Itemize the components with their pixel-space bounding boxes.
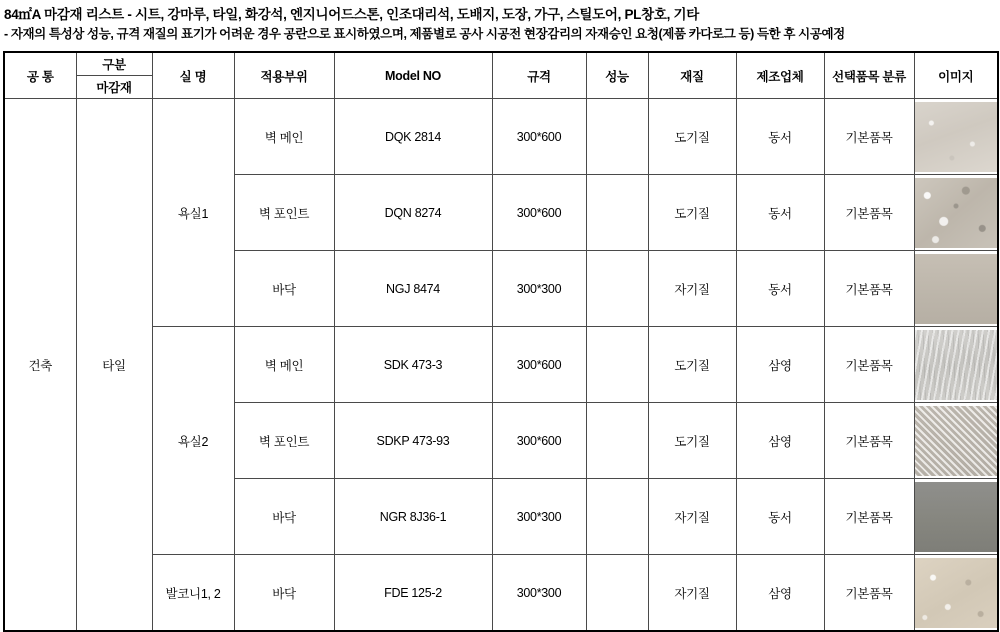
- cell-maker: 삼영: [736, 555, 824, 632]
- cell-model-no: NGJ 8474: [334, 251, 492, 327]
- cell-apply-area: 벽 메인: [234, 327, 334, 403]
- cell-material: 도기질: [648, 327, 736, 403]
- cell-maker: 동서: [736, 251, 824, 327]
- header-row-top: [4, 52, 998, 76]
- material-swatch-image: [915, 406, 997, 476]
- cell-model-no: NGR 8J36-1: [334, 479, 492, 555]
- cell-material: 도기질: [648, 99, 736, 175]
- cell-group-division: 타일: [76, 99, 152, 632]
- cell-image: [914, 327, 998, 403]
- cell-room-name: 욕실1: [152, 99, 234, 327]
- table-row: [4, 99, 998, 175]
- cell-maker: 삼영: [736, 403, 824, 479]
- header-spec: 규격: [492, 52, 586, 99]
- header-room-name: 실 명: [152, 52, 234, 99]
- material-swatch-image: [915, 330, 997, 400]
- cell-maker: 동서: [736, 99, 824, 175]
- cell-maker: 동서: [736, 175, 824, 251]
- cell-image: [914, 175, 998, 251]
- cell-performance: [586, 327, 648, 403]
- cell-select-class: 기본품목: [824, 251, 914, 327]
- material-swatch-image: [915, 254, 997, 324]
- cell-group-common: 건축: [4, 99, 76, 632]
- cell-apply-area: 벽 포인트: [234, 175, 334, 251]
- header-common: 공 통: [4, 52, 76, 99]
- cell-performance: [586, 251, 648, 327]
- cell-model-no: DQN 8274: [334, 175, 492, 251]
- cell-select-class: 기본품목: [824, 327, 914, 403]
- cell-apply-area: 바닥: [234, 555, 334, 632]
- cell-maker: 삼영: [736, 327, 824, 403]
- cell-model-no: FDE 125-2: [334, 555, 492, 632]
- cell-performance: [586, 175, 648, 251]
- cell-select-class: 기본품목: [824, 403, 914, 479]
- cell-performance: [586, 555, 648, 632]
- cell-image: [914, 251, 998, 327]
- table-row: [4, 555, 998, 632]
- header-maker: 제조업체: [736, 52, 824, 99]
- cell-material: 자기질: [648, 479, 736, 555]
- header-apply-area: 적용부위: [234, 52, 334, 99]
- cell-select-class: 기본품목: [824, 99, 914, 175]
- cell-performance: [586, 479, 648, 555]
- cell-image: [914, 99, 998, 175]
- cell-room-name: 욕실2: [152, 327, 234, 555]
- cell-spec: 300*600: [492, 403, 586, 479]
- header-material: 재질: [648, 52, 736, 99]
- cell-image: [914, 479, 998, 555]
- cell-model-no: SDKP 473-93: [334, 403, 492, 479]
- materials-table: [3, 51, 999, 632]
- header-division-top: 구분: [76, 52, 152, 76]
- cell-model-no: SDK 473-3: [334, 327, 492, 403]
- cell-performance: [586, 403, 648, 479]
- cell-spec: 300*300: [492, 479, 586, 555]
- cell-material: 도기질: [648, 175, 736, 251]
- cell-apply-area: 바닥: [234, 479, 334, 555]
- material-swatch-image: [915, 558, 997, 628]
- cell-select-class: 기본품목: [824, 479, 914, 555]
- cell-material: 자기질: [648, 251, 736, 327]
- cell-spec: 300*600: [492, 175, 586, 251]
- page-title: 84㎡A 마감재 리스트 - 시트, 강마루, 타일, 화강석, 엔지니어드스톤, 인조대리석, 도배지, 도장, 가구, 스틸도어, PL창호, 기타: [4, 7, 699, 22]
- cell-select-class: 기본품목: [824, 555, 914, 632]
- cell-apply-area: 바닥: [234, 251, 334, 327]
- cell-material: 자기질: [648, 555, 736, 632]
- header-model-no: Model NO: [334, 52, 492, 99]
- cell-image: [914, 403, 998, 479]
- cell-material: 도기질: [648, 403, 736, 479]
- header-division-sub: 마감재: [76, 76, 152, 99]
- cell-spec: 300*300: [492, 251, 586, 327]
- material-swatch-image: [915, 102, 997, 172]
- cell-room-name: 발코니1, 2: [152, 555, 234, 632]
- header-performance: 성능: [586, 52, 648, 99]
- page-note: - 자재의 특성상 성능, 규격 재질의 표기가 어려운 경우 공란으로 표시하였으며, 제품별로 공사 시공전 현장감리의 자재승인 요청(제품 카다로그 등) 득한 후 시공예정: [4, 27, 845, 41]
- cell-spec: 300*600: [492, 327, 586, 403]
- cell-spec: 300*600: [492, 99, 586, 175]
- material-swatch-image: [915, 482, 997, 552]
- table-header: [4, 52, 998, 99]
- table-row: [4, 327, 998, 403]
- cell-select-class: 기본품목: [824, 175, 914, 251]
- cell-performance: [586, 99, 648, 175]
- material-swatch-image: [915, 178, 997, 248]
- table-body: [4, 99, 998, 632]
- cell-maker: 동서: [736, 479, 824, 555]
- cell-spec: 300*300: [492, 555, 586, 632]
- header-image: 이미지: [914, 52, 998, 99]
- header-select-class: 선택품목 분류: [824, 52, 914, 99]
- cell-model-no: DQK 2814: [334, 99, 492, 175]
- cell-apply-area: 벽 메인: [234, 99, 334, 175]
- cell-apply-area: 벽 포인트: [234, 403, 334, 479]
- document-header: [0, 0, 1000, 47]
- cell-image: [914, 555, 998, 632]
